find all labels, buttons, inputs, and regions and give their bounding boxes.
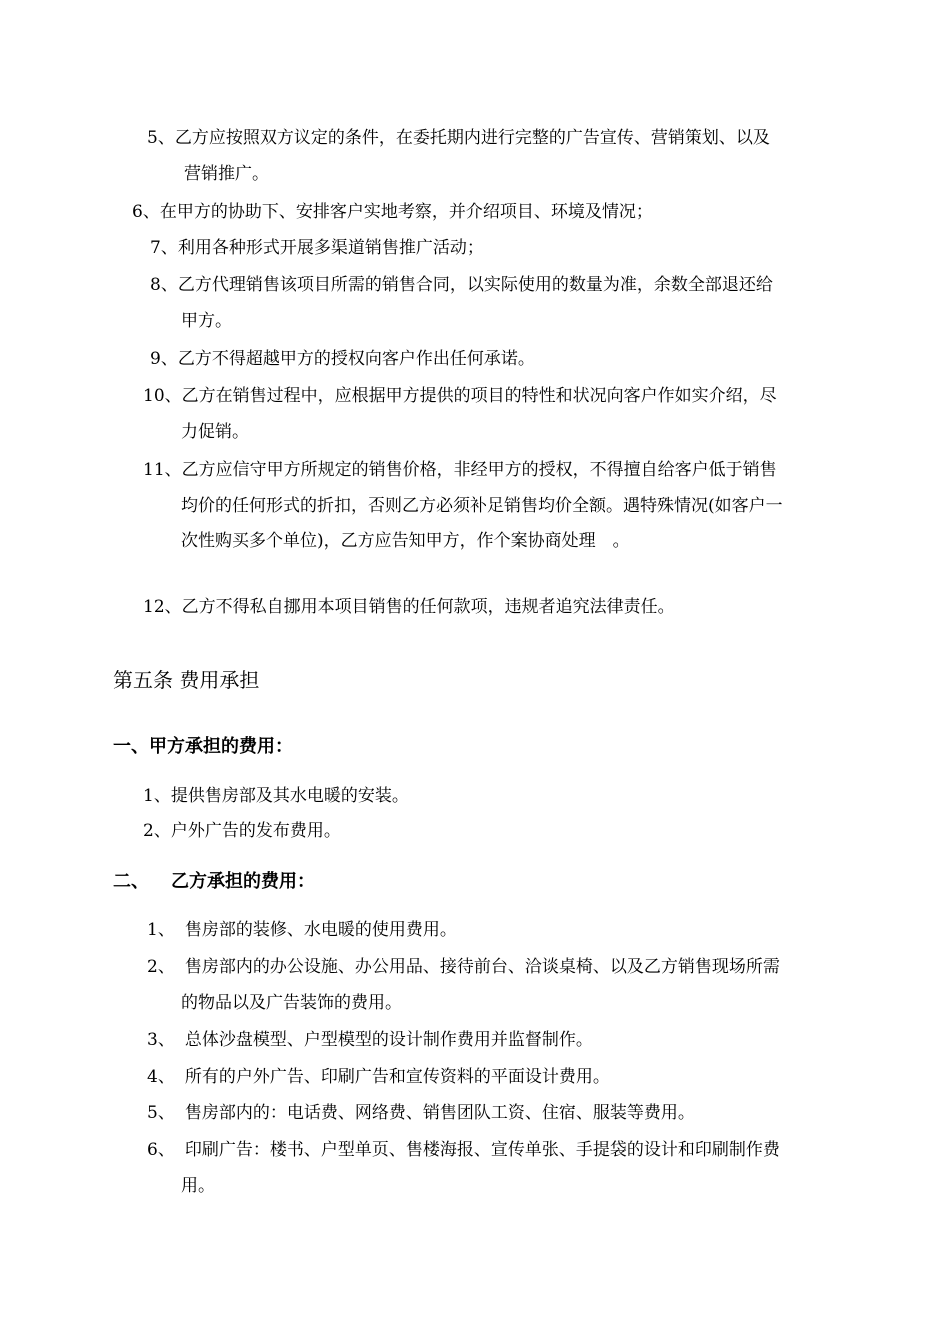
list-item	[147, 920, 457, 940]
item-number: 2、	[147, 957, 175, 977]
item-number: 1、	[147, 920, 175, 940]
list-item	[143, 460, 783, 567]
list-item	[150, 275, 773, 346]
list-item	[147, 1067, 610, 1087]
item-text: 印刷广告：楼书、户型单页、售楼海报、宣传单张、手提袋的设计和印刷制作费	[184, 1140, 780, 1160]
item-text: 乙方在销售过程中，应根据甲方提供的项目的特性和状况向客户作如实介绍，尽	[181, 386, 777, 406]
item-number: 3、	[147, 1030, 175, 1050]
item-text: 乙方应按照双方议定的条件，在委托期内进行完整的广告宣传、营销策划、以及	[174, 128, 770, 148]
item-text-cont: 均价的任何形式的折扣，否则乙方必须补足销售均价全额。遇特殊情况(如客户一	[181, 495, 783, 516]
item-text: 所有的户外广告、印刷广告和宣传资料的平面设计费用。	[184, 1067, 610, 1087]
item-number: 11、	[143, 460, 182, 480]
item-number: 9、	[150, 349, 178, 369]
item-text: 在甲方的协助下、安排客户实地考察，并介绍项目、环境及情况；	[159, 202, 653, 222]
item-text: 售房部内的办公设施、办公用品、接待前台、洽谈桌椅、以及乙方销售现场所需	[184, 957, 780, 977]
item-number: 6、	[132, 202, 160, 222]
article-title: 第五条 费用承担	[113, 668, 260, 692]
item-text-cont: 甲方。	[181, 310, 232, 331]
item-text: 售房部内的：电话费、网络费、销售团队工资、住宿、服装等费用。	[184, 1103, 695, 1123]
item-number: 4、	[147, 1067, 175, 1087]
item-text: 总体沙盘模型、户型模型的设计制作费用并监督制作。	[184, 1030, 593, 1050]
item-number: 6、	[147, 1140, 175, 1160]
list-item	[147, 1030, 593, 1050]
item-number: 7、	[150, 238, 178, 258]
list-item	[147, 128, 770, 199]
item-text-cont: 用。	[181, 1175, 215, 1196]
list-item	[143, 386, 777, 457]
item-text: 乙方不得超越甲方的授权向客户作出任何承诺。	[177, 349, 535, 369]
party-b-heading-num: 二、	[113, 871, 149, 892]
list-item	[132, 202, 653, 222]
item-number: 10、	[143, 386, 182, 406]
item-text: 乙方代理销售该项目所需的销售合同，以实际使用的数量为准，余数全部退还给	[177, 275, 773, 295]
item-text-cont: 的物品以及广告装饰的费用。	[181, 992, 402, 1013]
item-text: 利用各种形式开展多渠道销售推广活动；	[177, 238, 484, 258]
item-text: 乙方应信守甲方所规定的销售价格，非经甲方的授权，不得擅自给客户低于销售	[181, 460, 777, 480]
party-b-heading	[113, 872, 315, 892]
item-number: 12、	[143, 597, 182, 617]
item-number: 5、	[147, 1103, 175, 1123]
list-item	[150, 349, 535, 369]
item-number: 8、	[150, 275, 178, 295]
list-item	[143, 597, 675, 617]
item-text: 售房部的装修、水电暖的使用费用。	[184, 920, 457, 940]
list-item	[147, 1140, 780, 1211]
item-text-cont: 力促销。	[181, 421, 249, 442]
list-item	[147, 957, 780, 1028]
list-item	[147, 1103, 695, 1123]
party-b-heading-text: 乙方承担的费用：	[171, 871, 315, 892]
party-a-heading: 一、甲方承担的费用：	[113, 736, 293, 757]
item-number: 5、	[147, 128, 175, 148]
list-item	[150, 238, 484, 258]
list-item: 2、户外广告的发布费用。	[143, 821, 341, 841]
item-text-cont: 营销推广。	[184, 163, 269, 184]
item-text-cont: 次性购买多个单位)，乙方应告知甲方，作个案协商处理 。	[181, 531, 630, 551]
list-item: 1、提供售房部及其水电暖的安装。	[143, 786, 409, 806]
item-text: 乙方不得私自挪用本项目销售的任何款项，违规者追究法律责任。	[181, 597, 675, 617]
